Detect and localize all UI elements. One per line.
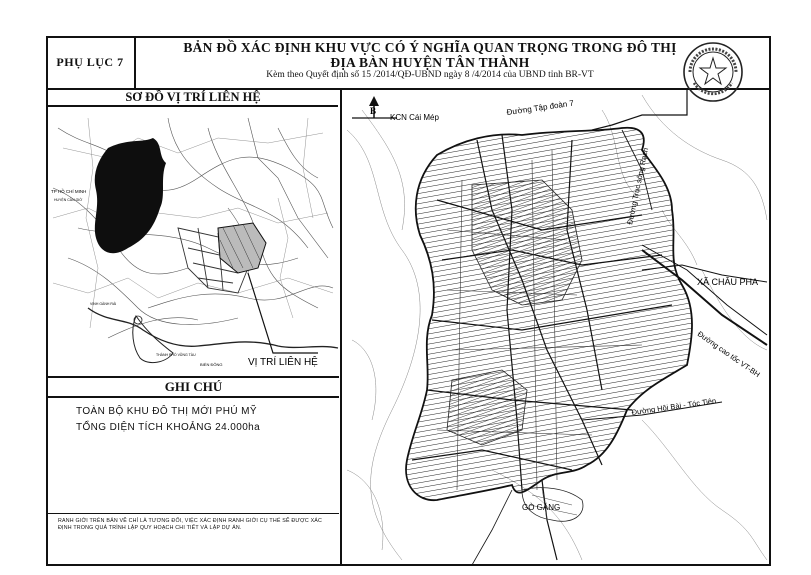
fine-print-note: RANH GIỚI TRÊN BẢN VẼ CHỈ LÀ TƯƠNG ĐỐI, VIỆC XÁC ĐỊNH RANH GIỚI CỤ THỂ SẼ ĐƯỢC XÁC ĐỊNH TRONG QUÁ TRÌNH LẬP QUY HOẠCH CHI TIẾT VÀ LẬP DỰ ÁN. bbox=[58, 518, 323, 531]
notes-title: GHI CHÚ bbox=[48, 376, 339, 398]
appendix-label: PHỤ LỤC 7 bbox=[46, 36, 136, 88]
location-panel-title: SƠ ĐỒ VỊ TRÍ LIÊN HỆ bbox=[48, 89, 338, 107]
label-road-hoibai: Đường Hội Bài - Tóc Tiên bbox=[631, 396, 717, 417]
notes-divider bbox=[48, 513, 339, 514]
map-subtitle: ĐỊA BÀN HUYỆN TÂN THÀNH bbox=[330, 55, 530, 70]
label-xa-chau-pha: XÃ CHÂU PHA bbox=[697, 277, 759, 287]
location-map bbox=[48, 108, 339, 376]
note-line-1: TOÀN BỘ KHU ĐÔ THỊ MỚI PHÚ MỸ bbox=[76, 406, 257, 417]
label-road-tapdoan: Đường Tập đoàn 7 bbox=[506, 98, 575, 117]
north-label: B bbox=[370, 106, 377, 116]
label-go-gang: GÒ GĂNG bbox=[522, 503, 561, 512]
note-line-2: TỔNG DIỆN TÍCH KHOẢNG 24.000ha bbox=[76, 422, 261, 433]
label-cangio: HUYỆN CẦN GIỜ bbox=[54, 198, 83, 202]
label-kcn: KCN Cái Mép bbox=[390, 113, 439, 122]
label-vungtau: THÀNH PHỐ VŨNG TÀU bbox=[156, 353, 196, 357]
label-biendong: BIỂN ĐÔNG bbox=[200, 362, 223, 367]
decision-reference: Kèm theo Quyết định số 15 /2014/QĐ-UBND ngày 8 /4/2014 của UBND tỉnh BR-VT bbox=[266, 70, 594, 80]
label-road-caotoc: Đường cao tốc VT-BH bbox=[695, 329, 762, 380]
label-ganhrai: VỊNH GÀNH RÁI bbox=[90, 302, 117, 306]
main-zoning-map bbox=[342, 90, 770, 565]
label-hcm: TP HỒ CHÍ MINH bbox=[51, 189, 87, 194]
map-title: BẢN ĐỒ XÁC ĐỊNH KHU VỰC CÓ Ý NGHĨA QUAN TRỌNG TRONG ĐÔ THỊ bbox=[183, 40, 677, 55]
location-highlight-label: VỊ TRÍ LIÊN HỆ bbox=[248, 357, 318, 368]
label-road-songrach: Đường Trục sông Rạch bbox=[625, 146, 651, 226]
